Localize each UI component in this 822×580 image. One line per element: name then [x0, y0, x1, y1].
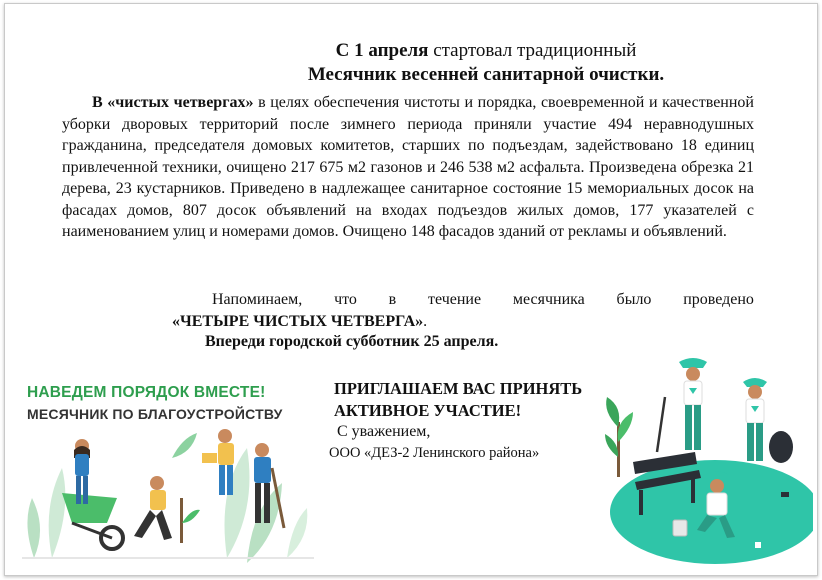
- person-kneeling: [134, 476, 200, 543]
- person-rake: [657, 358, 707, 452]
- invite-line-2: АКТИВНОЕ УЧАСТИЕ!: [334, 401, 522, 420]
- organization-name: ООО «ДЕЗ-2 Ленинского района»: [329, 445, 540, 461]
- reminder-word: Напоминаем,: [212, 291, 303, 308]
- period: .: [423, 312, 428, 330]
- report-text: в целях обеспечения чистоты и порядка, своевременной и качественной уборки дворовых территорий после зимнего периода приняли участие 494 неравнодушных гражданина, председателя домовых комитетов, старших по подъездам, задействовано 18 единиц привлеченной техники, очищено 217 675 м2 газонов и 246 538 м2 асфальта. Произведена обрезка 21 дерева, 23 кустарников. Приведено в надлежащее санитарное состояние 15 мемориальных досок на фасадах домов, 807 досок объявлений на входах подъездов жилых домов, 177 указателей с наименованием улиц и номерами домов. Очищено 148 фасадов зданий от рекламы и объявлений.: [62, 94, 754, 240]
- lead-bold: В «чистых четвергах»: [92, 94, 254, 111]
- report-paragraph: [62, 92, 754, 243]
- reminder-word: было: [616, 291, 652, 308]
- invite-line-1: ПРИГЛАШАЕМ ВАС ПРИНЯТЬ: [334, 379, 583, 398]
- volunteers-illustration-left: [22, 428, 314, 568]
- reminder-word: проведено: [683, 291, 754, 308]
- volunteers-illustration-right: [585, 352, 813, 567]
- subbotnik-announcement: Впереди городской субботник 25 апреля.: [205, 333, 499, 350]
- invitation-heading: [334, 378, 582, 422]
- wheelbarrow: [62, 493, 123, 549]
- reminder-word: месячника: [512, 291, 585, 308]
- person-woman: [74, 439, 90, 504]
- regards-text: С уважением,: [337, 423, 431, 440]
- reminder-word: течение: [428, 291, 482, 308]
- reminder-word: в: [388, 291, 397, 308]
- person-watering: [202, 429, 234, 495]
- banner-subtitle: МЕСЯЧНИК ПО БЛАГОУСТРОЙСТВУ: [27, 406, 283, 422]
- tree: [605, 397, 633, 477]
- headline-date: С 1 апреля стартовал традиционный: [335, 40, 637, 61]
- four-thursdays: «ЧЕТЫРЕ ЧИСТЫХ ЧЕТВЕРГА»: [172, 312, 424, 330]
- reminder-word: что: [334, 291, 357, 308]
- reminder-paragraph: [62, 289, 754, 332]
- person-trash-bag: [743, 378, 793, 463]
- banner-title: НАВЕДЕМ ПОРЯДОК ВМЕСТЕ!: [27, 384, 266, 401]
- headline-title: Месячник весенней санитарной очистки.: [307, 64, 665, 85]
